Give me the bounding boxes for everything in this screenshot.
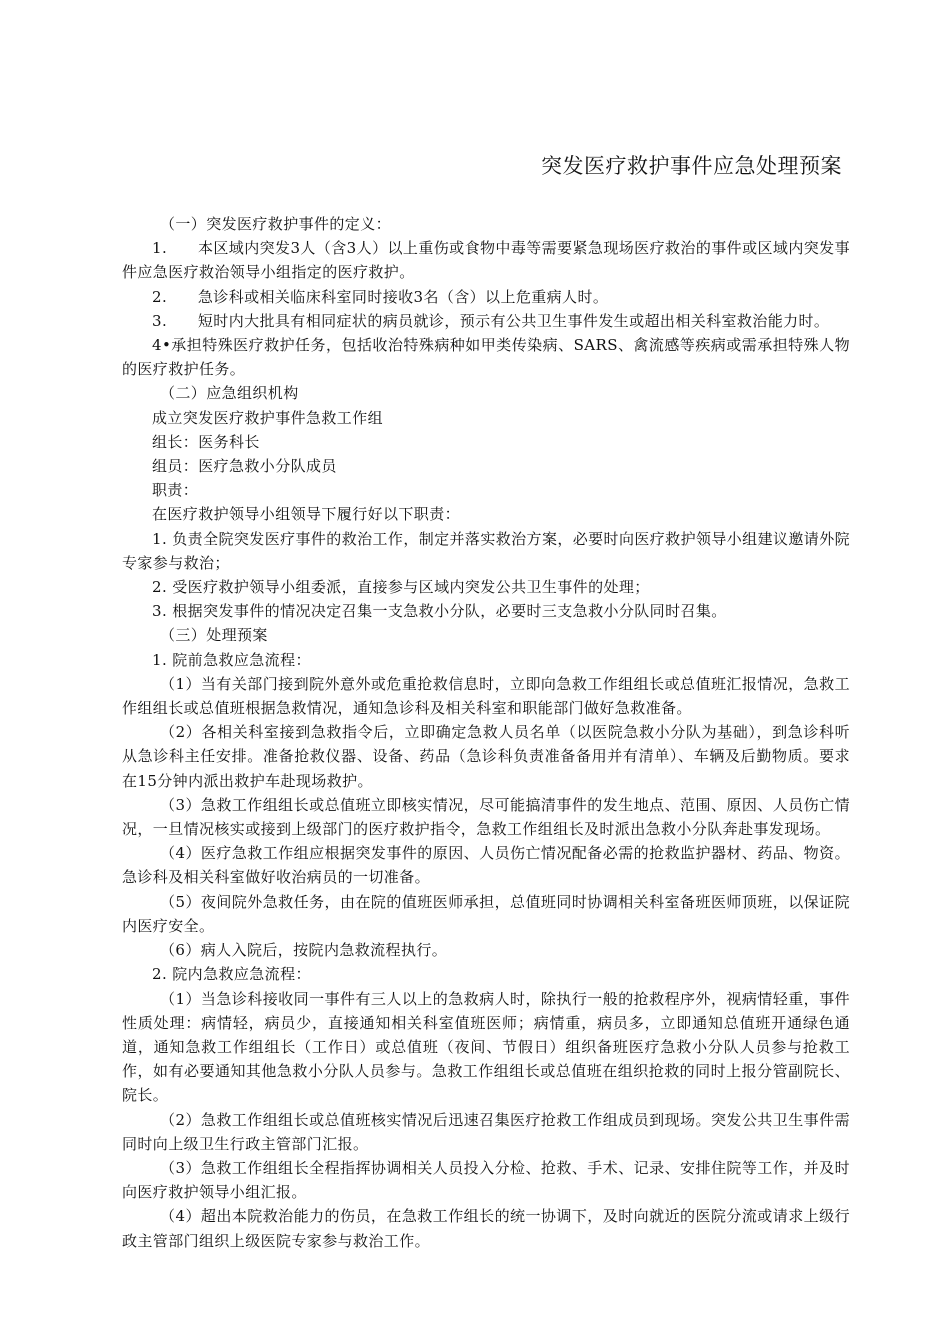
- inhospital-step-4: （4）超出本院救治能力的伤员，在急救工作组长的统一协调下，及时向就近的医院分流或请求上级行政主管部门组织上级医院专家参与救治工作。: [122, 1207, 850, 1250]
- duties-label: 职责：: [152, 481, 199, 500]
- inhospital-heading: 2. 院内急救应急流程：: [152, 965, 311, 984]
- section-heading-plan: （三）处理预案: [160, 626, 268, 645]
- team-leader-line: 组长：医务科长: [152, 432, 260, 451]
- section-heading-definition: （一）突发医疗救护事件的定义：: [160, 215, 392, 233]
- inhospital-step-2: （2）急救工作组组长或总值班核实情况后迅速召集医疗抢救工作组成员到现场。突发公共卫生事件需同时向上级卫生行政主管部门汇报。: [122, 1110, 850, 1153]
- duty-item-1: 1. 负责全院突发医疗事件的救治工作，制定并落实救治方案，必要时向医疗救护领导小组建议邀请外院专家参与救治；: [122, 529, 850, 572]
- organization-line: 成立突发医疗救护事件急救工作组: [152, 408, 384, 427]
- inhospital-step-1: （1）当急诊科接收同一事件有三人以上的急救病人时，除执行一般的抢救程序外，视病情轻重，事件性质处理：病情轻，病员少，直接通知相关科室值班医师；病情重，病员多，立即通知总值班开通绿色通道，通知急救工作组组长（工作日）或总值班（夜间、节假日）组织备班医疗急救小分队人员参与抢救工作，如有必要通知其他急救小分队人员参与。急救工作组组长或总值班在组织抢救的同时上报分管副院长、院长。: [122, 989, 850, 1105]
- prehospital-step-4: （4）医疗急救工作组应根据突发事件的原因、人员伤亡情况配备必需的抢救监护器材、药品、物资。急诊科及相关科室做好收治病员的一切准备。: [122, 844, 850, 887]
- definition-item-2: 2. 急诊科或相关临床科室同时接收3名（含）以上危重病人时。: [152, 287, 609, 306]
- duty-item-3: 3. 根据突发事件的情况决定召集一支急救小分队，必要时三支急救小分队同时召集。: [152, 602, 727, 621]
- definition-item-4: 4•承担特殊医疗救护任务，包括收治特殊病种如甲类传染病、SARS、禽流感等疾病或需承担特殊人物的医疗救护任务。: [122, 336, 850, 379]
- section-heading-organization: （二）应急组织机构: [160, 384, 299, 403]
- document-body: [122, 212, 850, 1253]
- prehospital-step-6: （6）病人入院后，按院内急救流程执行。: [160, 941, 448, 960]
- prehospital-step-3: （3）急救工作组组长或总值班立即核实情况，尽可能搞清事件的发生地点、范围、原因、人员伤亡情况，一旦情况核实或接到上级部门的医疗救护指令，急救工作组组长及时派出急救小分队奔赴事发现场。: [122, 795, 850, 839]
- prehospital-heading: 1. 院前急救应急流程：: [152, 650, 311, 669]
- definition-item-1: 1. 本区域内突发3人（含3人）以上重伤或食物中毒等需要紧急现场医疗救治的事件或区域内突发事件应急医疗救治领导小组指定的医疗救护。: [122, 239, 850, 282]
- team-members-line: 组员：医疗急救小分队成员: [152, 457, 337, 476]
- duties-intro: 在医疗救护领导小组领导下履行好以下职责：: [152, 505, 461, 524]
- prehospital-step-2: （2）各相关科室接到急救指令后，立即确定急救人员名单（以医院急救小分队为基础），到急诊科听从急诊科主任安排。准备抢救仪器、设备、药品（急诊科负责准备备用并有清单）、车辆及后勤物质。要求在15分钟内派出救护车赴现场救护。: [122, 723, 850, 790]
- prehospital-step-5: （5）夜间院外急救任务，由在院的值班医师承担，总值班同时协调相关科室备班医师顶班，以保证院内医疗安全。: [122, 892, 850, 935]
- inhospital-step-3: （3）急救工作组组长全程指挥协调相关人员投入分检、抢救、手术、记录、安排住院等工作，并及时向医疗救护领导小组汇报。: [122, 1158, 850, 1202]
- prehospital-step-1: （1）当有关部门接到院外意外或危重抢救信息时，立即向急救工作组组长或总值班汇报情况，急救工作组组长或总值班根据急救情况，通知急诊科及相关科室和职能部门做好急救准备。: [122, 674, 850, 718]
- definition-item-3: 3. 短时内大批具有相同症状的病员就诊，预示有公共卫生事件发生或超出相关科室救治能力时。: [152, 311, 830, 330]
- document-title: 突发医疗救护事件应急处理预案: [541, 154, 842, 178]
- duty-item-2: 2. 受医疗救护领导小组委派，直接参与区域内突发公共卫生事件的处理；: [152, 578, 650, 597]
